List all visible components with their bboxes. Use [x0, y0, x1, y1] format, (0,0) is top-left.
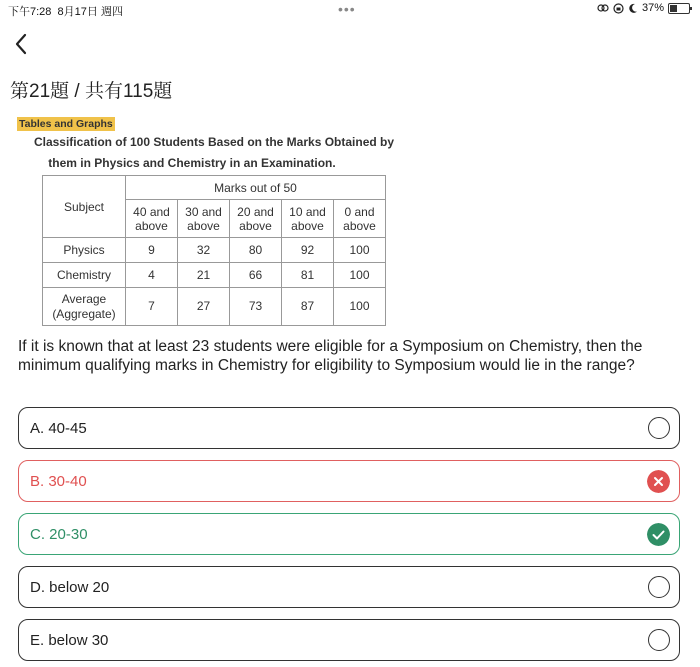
- status-indicators: [597, 2, 690, 14]
- marks-group-header: Marks out of 50: [126, 176, 386, 200]
- table-cell: 73: [230, 288, 282, 326]
- battery-fill: [670, 5, 677, 12]
- option-d[interactable]: [18, 566, 680, 608]
- subject-header: Subject: [43, 176, 126, 238]
- option-a[interactable]: [18, 407, 680, 449]
- row-subject: Average (Aggregate): [43, 288, 126, 326]
- wrong-x-icon: [647, 470, 670, 493]
- option-label: B. 30-40: [30, 473, 87, 490]
- table-cell: 100: [334, 288, 386, 326]
- option-label: E. below 30: [30, 632, 109, 649]
- question-figure: [17, 117, 411, 329]
- page-title: 第21題 / 共有115題: [10, 81, 173, 102]
- row-subject: Physics: [43, 238, 126, 263]
- figure-title-line1: Classification of 100 Students Based on the Marks Obtained by: [33, 135, 395, 149]
- column-header: 30 and above: [178, 200, 230, 238]
- table-cell: 9: [126, 238, 178, 263]
- marks-table: [42, 175, 386, 326]
- figure-category-tag: Tables and Graphs: [19, 118, 113, 130]
- chevron-left-icon: [10, 30, 34, 58]
- table-row: [43, 288, 386, 326]
- option-label: C. 20-30: [30, 526, 88, 543]
- table-cell: 81: [282, 263, 334, 288]
- link-icon: [597, 3, 609, 13]
- table-cell: 100: [334, 238, 386, 263]
- correct-check-icon: [647, 523, 670, 546]
- column-header: 40 and above: [126, 200, 178, 238]
- table-row: [43, 238, 386, 263]
- battery-icon: [668, 3, 690, 14]
- question-text: If it is known that at least 23 students were eligible for a Symposium on Chemistry, then the minimum qualifying marks in Chemistry for eligibility to Symposium would lie in the range?: [18, 338, 643, 374]
- table-cell: 4: [126, 263, 178, 288]
- moon-icon: [628, 3, 638, 14]
- option-label: A. 40-45: [30, 420, 87, 437]
- table-row: [43, 263, 386, 288]
- table-cell: 7: [126, 288, 178, 326]
- table-cell: 32: [178, 238, 230, 263]
- table-cell: 87: [282, 288, 334, 326]
- option-b[interactable]: [18, 460, 680, 502]
- option-e[interactable]: [18, 619, 680, 661]
- status-bar: [0, 0, 700, 20]
- row-subject: Chemistry: [43, 263, 126, 288]
- multitask-dots-icon[interactable]: •••: [338, 1, 356, 17]
- lock-rotation-icon: [613, 3, 624, 14]
- column-header: 20 and above: [230, 200, 282, 238]
- option-c[interactable]: [18, 513, 680, 555]
- table-cell: 66: [230, 263, 282, 288]
- table-cell: 100: [334, 263, 386, 288]
- table-cell: 27: [178, 288, 230, 326]
- column-header: 0 and above: [334, 200, 386, 238]
- radio-empty-icon[interactable]: [648, 417, 670, 439]
- table-cell: 21: [178, 263, 230, 288]
- radio-empty-icon[interactable]: [648, 629, 670, 651]
- option-label: D. below 20: [30, 579, 110, 596]
- battery-percent: 37%: [641, 2, 664, 14]
- column-header: 10 and above: [282, 200, 334, 238]
- status-time: 下午7:28 8月17日 週四: [8, 6, 123, 18]
- table-cell: 92: [282, 238, 334, 263]
- table-cell: 80: [230, 238, 282, 263]
- radio-empty-icon[interactable]: [648, 576, 670, 598]
- back-button[interactable]: [10, 30, 34, 58]
- figure-title-line2: them in Physics and Chemistry in an Examination.: [48, 156, 336, 170]
